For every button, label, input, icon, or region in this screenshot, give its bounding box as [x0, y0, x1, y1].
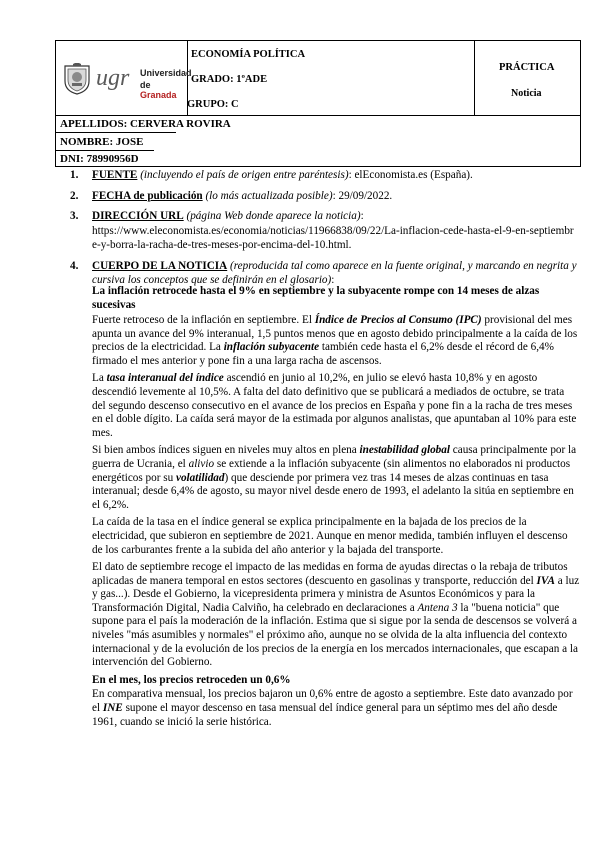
paragraph-3: Si bien ambos índices siguen en niveles muy altos en plena inestabilidad global causa principalmente por la guerra de Ucrania, el alivio se extiende a la inflación subyacente (sin alimentos no elaborados ni productos energéticos por su volatilidad) que desciende por primera vez tras 14 meses de alzas continuas en tasa interanual; desde 6,4% de agosto, su mayor nivel desde enero de 1993, el adelanto la sitúa en septiembre en el 6,2%. — [92, 444, 577, 511]
header-table — [55, 40, 581, 116]
item-number: 4. — [70, 259, 79, 272]
list-item-url: 3. DIRECCIÓN URL (página Web donde aparece la noticia): https://www.eleconomista.es/economia/noticias/11966838/09/22/La-inflacion-cede-hasta-el-9-en-septiembre-y-borra-la-racha-de-tres-meses-por-encima-del-10.html. — [70, 210, 574, 251]
paragraph-1: Fuerte retroceso de la inflación en septiembre. El Índice de Precios al Consumo (IPC) provisional del mes apunta un avance del 9% interanual, 1,5 puntos menos que en agosto debido principalmente a la caída de los precios de la electricidad. La inflación subyacente también cede hasta el 6,2% desde el récord de 6,4% firmado el mes anterior y pone fin a una larga racha de ascensos. — [92, 314, 578, 367]
apellidos-field: APELLIDOS: CERVERA ROVIRA — [60, 118, 231, 130]
glossary-term: inflación subyacente — [223, 341, 320, 354]
practice-list — [58, 168, 578, 288]
university-logo — [62, 63, 192, 100]
noticia-label: Noticia — [511, 88, 542, 99]
ugr-wordmark: ugr — [96, 65, 130, 91]
item-note: (página Web donde aparece la noticia) — [186, 210, 361, 222]
paragraph-6: En comparativa mensual, los precios bajaron un 0,6% entre de agosto a septiembre. Este dato avanzado por el INE supone el mayor descenso en tasa mensual del índice general para un séptimo mes del año desde 1961, cuando se inició la serie histórica. — [92, 688, 573, 728]
article-headline: La inflación retrocede hasta el 9% en septiembre y la subyacente rompe con 14 meses de alzas sucesivas — [92, 285, 540, 311]
glossary-term: INE — [102, 702, 123, 715]
divider — [56, 132, 176, 133]
item-number: 1. — [70, 169, 79, 181]
item-note: (incluyendo el país de origen entre paréntesis) — [140, 169, 349, 181]
list-item-fecha: 2. FECHA de publicación (lo más actualizada posible): 29/09/2022. — [70, 189, 393, 202]
logo-cell — [56, 41, 192, 115]
paragraph-5: El dato de septiembre recoge el impacto de las medidas en forma de ayudas directas o la rebaja de tributos aplicadas de manera temporal en estos sectores (descuento en gasolinas y transporte, reducción del IVA a luz y gas...). Desde el Gobierno, la vicepresidenta primera y ministra de Asuntos Económicos y para la Transformación Digital, Nadia Calviño, ha celebrado en declaraciones a Antena 3 la "buena noticia" que supone para el país la moderación de la inflación. Estima que si sigue por la senda de descensos se volverá a niveles "más asumibles y normales" el próximo año, aunque no se olvida de la alta influencia del contexto internacional y de la evolución de los precios de la energía en los mercados internacionales, que escapan a la intervención del Gobierno. — [92, 561, 580, 669]
paragraph-2: La tasa interanual del índice ascendió en junio al 10,2%, en julio se elevó hasta 10,8% y en agosto descendió levemente al 10,5%. A falta del dato definitivo que se publicará a mediados de octubre, se trata del segundo descenso consecutivo en el avance de los precios en España y pone fin a la racha de tres meses en el doble dígito. La caída será mayor de la estimada por algunos analistas, que apuntaban al 10% para este mes. — [92, 372, 577, 439]
practica-label: PRÁCTICA — [499, 62, 555, 73]
subject-title: ECONOMÍA POLÍTICA — [191, 49, 306, 60]
grupo-label: GRUPO: C — [187, 99, 239, 110]
paragraph-4: La caída de la tasa en el índice general se explica principalmente en la bajada de los precios de la electricidad, que subieron en septiembre de 2021. Aunque en menor medida, también influyen el descenso de los carburantes frente a la subida del año anterior y la bajada del transporte. — [92, 516, 568, 556]
article-url: https://www.eleconomista.es/economia/noticias/11966838/09/22/La-inflacion-cede-hasta-el-9-en-septiembre-y-borra-la-racha-de-tres-meses-por-encima-del-10.html. — [92, 224, 574, 251]
glossary-term: inestabilidad global — [359, 444, 450, 457]
item-note: (reproducida tal como aparece en la fuente original, y marcando en negrita y cursiva los conceptos que se definirán en el glosario) — [92, 259, 577, 286]
glossary-term: Índice de Precios al Consumo (IPC) — [314, 314, 482, 326]
item-value: elEconomista.es (España). — [354, 169, 473, 181]
list-item-fuente: 1. FUENTE (incluyendo el país de origen entre paréntesis): elEconomista.es (España). — [70, 169, 473, 181]
student-info — [55, 115, 581, 167]
glossary-term: Antena 3 — [417, 601, 458, 614]
item-number: 2. — [70, 189, 79, 202]
item-label: CUERPO DE LA NOTICIA — [92, 259, 228, 272]
item-label: DIRECCIÓN URL — [92, 210, 184, 222]
glossary-term: IVA — [536, 574, 555, 587]
dni-field: DNI: 78990956D — [60, 153, 139, 165]
nombre-field: NOMBRE: JOSE — [60, 136, 144, 148]
item-value: 29/09/2022. — [338, 189, 393, 202]
logo-universidad: Universidad — [140, 68, 192, 78]
logo-de-granada: de Granada — [140, 80, 177, 100]
divider — [56, 150, 154, 151]
article-body — [92, 284, 580, 733]
university-seal-icon — [62, 63, 92, 95]
item-note: (lo más actualizada posible) — [205, 189, 333, 202]
glossary-term: volatilidad — [176, 471, 225, 484]
list-item-cuerpo: 4. CUERPO DE LA NOTICIA (reproducida tal como aparece en la fuente original, y marcando en negrita y cursiva los conceptos que se definirán en el glosario): — [70, 259, 577, 286]
glossary-term: alivio — [188, 457, 215, 470]
item-number: 3. — [70, 210, 79, 222]
article-subheading: En el mes, los precios retroceden un 0,6% — [92, 673, 291, 686]
item-label: FUENTE — [92, 169, 138, 181]
item-label: FECHA de publicación — [92, 189, 203, 202]
practice-cell — [474, 41, 581, 115]
grado-label: GRADO: 1ºADE — [191, 74, 268, 85]
glossary-term: tasa interanual del índice — [106, 372, 224, 385]
